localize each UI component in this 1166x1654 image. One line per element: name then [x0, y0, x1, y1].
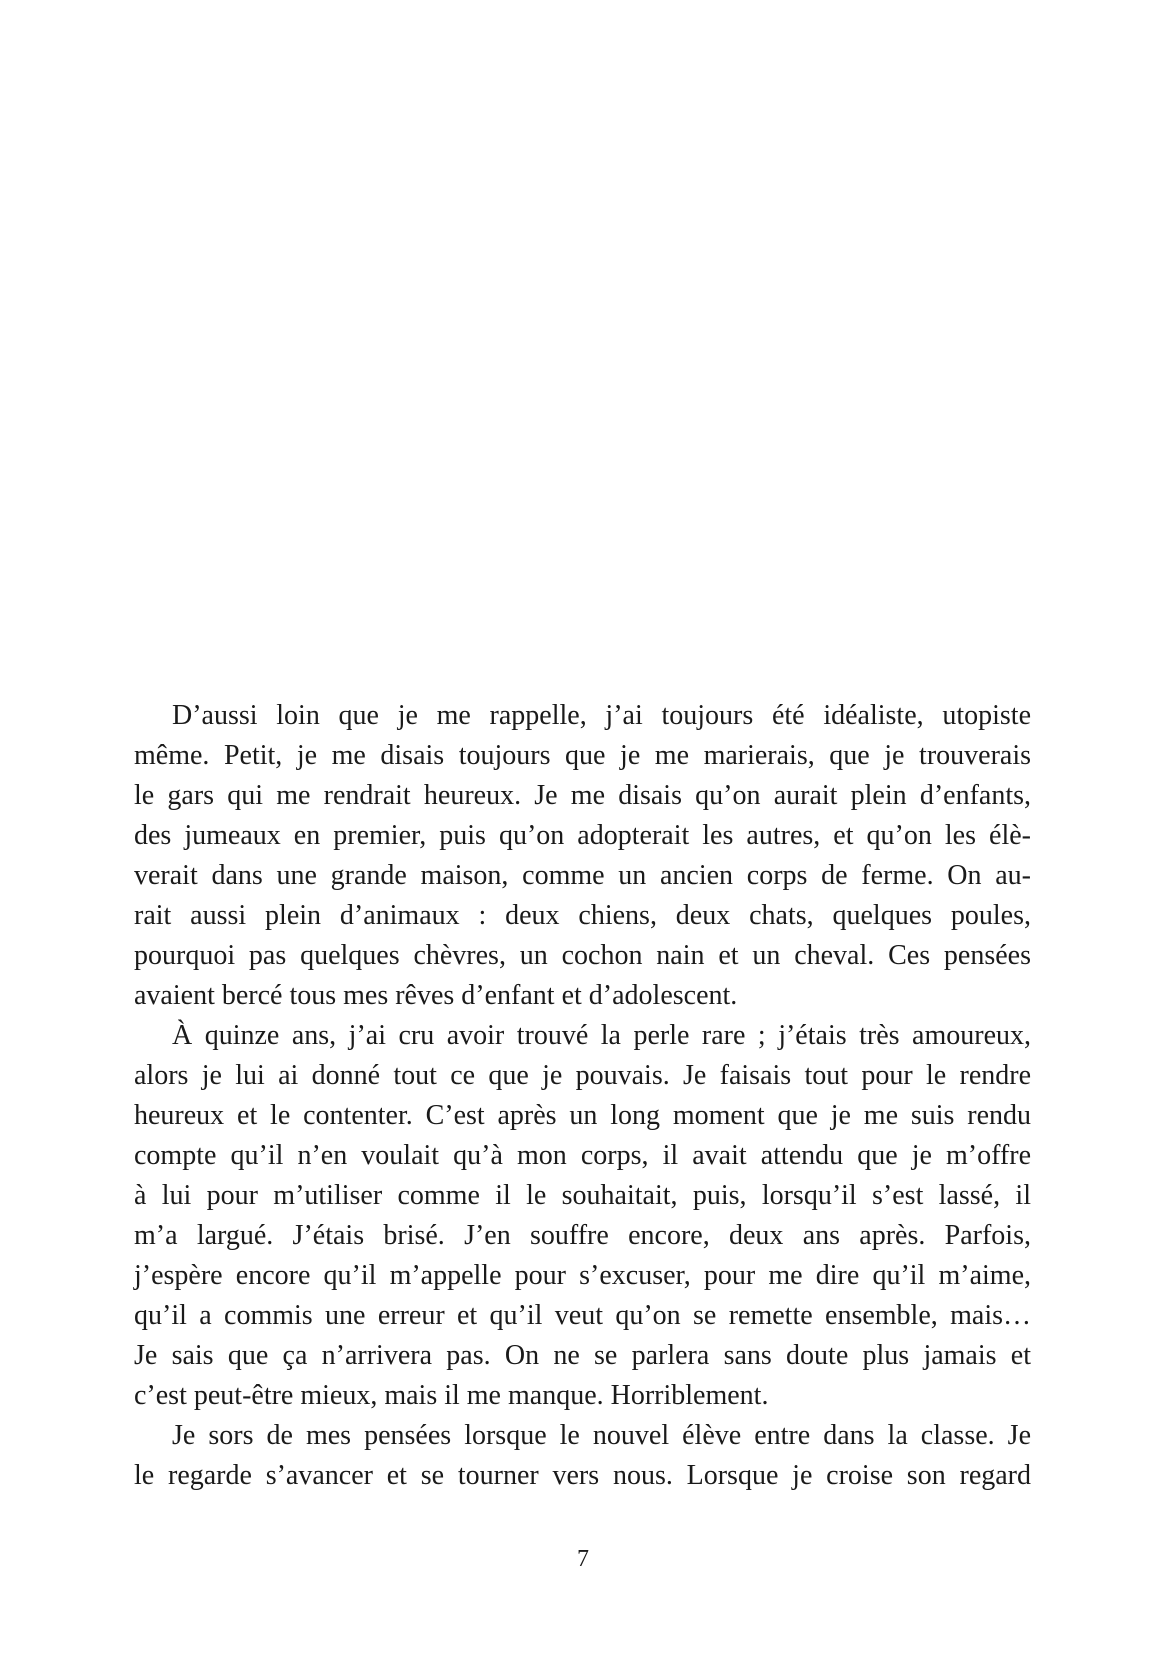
text-line: même. Petit, je me disais toujours que je me marierais, que je trouverais: [134, 740, 1031, 771]
body-text: [134, 696, 1031, 1496]
text-line: heureux et le contenter. C’est après un long moment que je me suis rendu: [134, 1100, 1031, 1131]
text-line: le gars qui me rendrait heureux. Je me disais qu’on aurait plein d’enfants,: [134, 780, 1031, 811]
text-line: D’aussi loin que je me rappelle, j’ai toujours été idéaliste, utopiste: [172, 700, 1031, 731]
text-line: rait aussi plein d’animaux : deux chiens, deux chats, quelques poules,: [134, 900, 1031, 931]
paragraph-1: [134, 696, 1031, 1016]
text-line: des jumeaux en premier, puis qu’on adopterait les autres, et qu’on les élè-: [134, 820, 1031, 851]
text-line: alors je lui ai donné tout ce que je pouvais. Je faisais tout pour le rendre: [134, 1060, 1031, 1091]
paragraph-3: [134, 1416, 1031, 1496]
text-line: j’espère encore qu’il m’appelle pour s’excuser, pour me dire qu’il m’aime,: [134, 1260, 1031, 1291]
text-line: Je sors de mes pensées lorsque le nouvel élève entre dans la classe. Je: [172, 1420, 1031, 1451]
text-line: À quinze ans, j’ai cru avoir trouvé la perle rare ; j’étais très amoureux,: [172, 1020, 1031, 1051]
text-line: qu’il a commis une erreur et qu’il veut qu’on se remette ensemble, mais…: [134, 1300, 1031, 1331]
paragraph-2: [134, 1016, 1031, 1416]
text-line: compte qu’il n’en voulait qu’à mon corps, il avait attendu que je m’offre: [134, 1140, 1031, 1171]
text-line: le regarde s’avancer et se tourner vers nous. Lorsque je croise son regard: [134, 1460, 1031, 1491]
text-line: avaient bercé tous mes rêves d’enfant et d’adolescent.: [134, 980, 738, 1011]
text-line: à lui pour m’utiliser comme il le souhaitait, puis, lorsqu’il s’est lassé, il: [134, 1180, 1031, 1211]
text-line: c’est peut-être mieux, mais il me manque. Horriblement.: [134, 1380, 769, 1411]
text-line: pourquoi pas quelques chèvres, un cochon nain et un cheval. Ces pensées: [134, 940, 1031, 971]
page-number: 7: [577, 1546, 589, 1572]
text-line: m’a largué. J’étais brisé. J’en souffre encore, deux ans après. Parfois,: [134, 1220, 1031, 1251]
text-line: verait dans une grande maison, comme un ancien corps de ferme. On au-: [134, 860, 1031, 891]
text-line: Je sais que ça n’arrivera pas. On ne se parlera sans doute plus jamais et: [134, 1340, 1031, 1371]
